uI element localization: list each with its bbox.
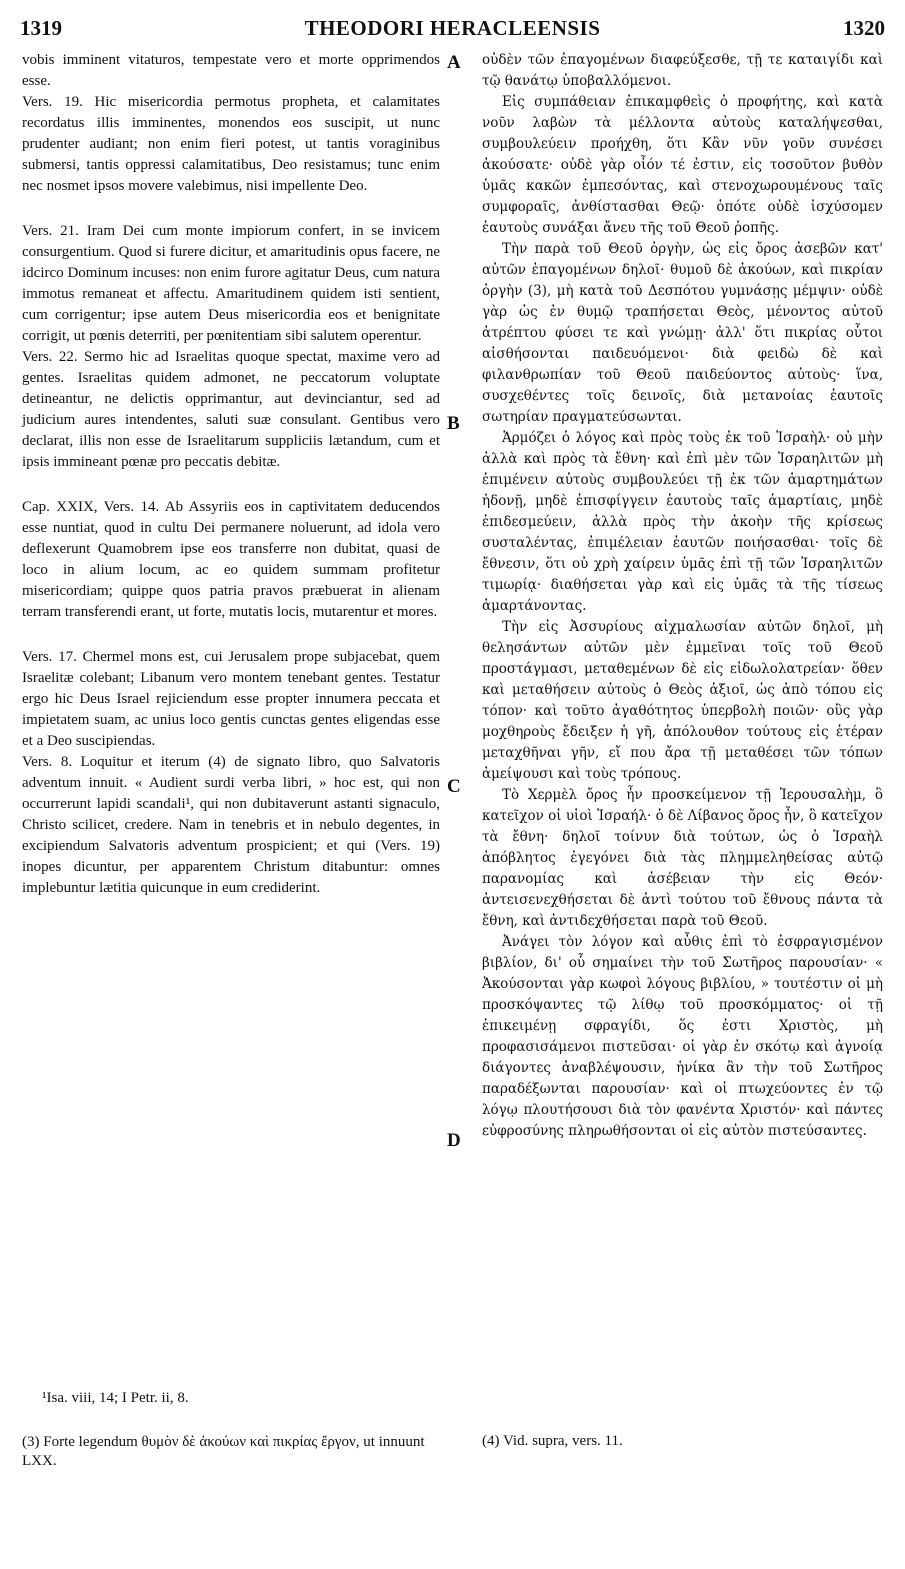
- greek-paragraph: οὐδὲν τῶν ἐπαγομένων διαφεύξεσθε, τῇ τε καταιγίδι καὶ τῷ θανάτῳ ὑποβαλλόμενοι.: [482, 52, 883, 89]
- latin-paragraph: vobis imminent vitaturos, tempestate vero et morte opprimendos esse.: [22, 52, 440, 89]
- greek-paragraph: Τὴν παρὰ τοῦ Θεοῦ ὀργὴν, ὡς εἰς ὄρος ἀσεβῶν κατ' αὐτῶν ἐπαγομένων δηλοῖ· θυμοῦ δὲ ἀκούων, καὶ πικρίαν ὀργὴν (3), μὴ κατὰ τοῦ Δεσπότου γυμνάσῃς μέμψιν· οὐδὲ γὰρ ὡς ἐν θυμῷ τραπήσεται Θεὸς, μένοντος αὐτοῦ ἀτρέπτου φύσει τε καὶ γνώμῃ· ἀλλ' ὅτι πικρίας οὗτοι αἰσθήσονται παιδευόμενοι· διὰ φειδὼ δὲ καὶ φιλανθρωπίαν τοῦ Θεοῦ παιδεύοντος αὐτοὺς· ἵνα, συσχεθέντες τοῖς δεινοῖς, διὰ μετανοίας ἑαυτοῖς σωτηρίαν πραγματεύσωνται.: [482, 241, 883, 425]
- greek-paragraph: Τὸ Χερμὲλ ὄρος ἦν προσκείμενον τῇ Ἱερουσαλὴμ, ὃ κατεῖχον οἱ υἱοὶ Ἰσραήλ· ὁ δὲ Λίβανος ὄρος ἦν, ὃ κατεῖχον τὰ ἔθνη· δηλοῖ τοίνυν διὰ τούτων, ὡς ὁ Ἰσραὴλ ἀπόβλητος ἐγεγόνει διὰ τὰς πλημμεληθείσας αὐτῷ παρανομίας καὶ ἀσέβειαν τὴν εἰς Θεόν· ἀντεισενεχθήσεται δὲ ἀντὶ τούτου τοῦ ἔθνους πάντα τὰ ἔθνη, καὶ ἀντιδεχθήσεται παρὰ τοῦ Θεοῦ.: [482, 787, 883, 929]
- margin-letter-a: A: [447, 52, 461, 73]
- greek-paragraph: Ἀνάγει τὸν λόγον καὶ αὖθις ἐπὶ τὸ ἐσφραγισμένον βιβλίον, δι' οὗ σημαίνει τὴν τοῦ Σωτῆρος παρουσίαν· « Ἀκούσονται γὰρ κωφοὶ λόγους βιβλίου, » τουτέστιν οἱ μὴ προσκόψαντες τῷ λίθῳ τοῦ προσκόμματος· οἱ τῇ ἐπικειμένῃ σφραγίδι, ὅς ἐστι Χριστὸς, μὴ προφασισάμενοι πιστεῦσαι· οἱ γὰρ ἐν σκότῳ καὶ ἀγνοίᾳ διάγοντες ἀναβλέψουσιν, ἡνίκα ἂν τὴν τοῦ Σωτῆρος παραδέξωνται παρουσίαν· καὶ οἱ πτωχεύοντες ἐν τῷ λόγῳ πλουτήσουσι διὰ τὸν φανέντα Χριστόν· καὶ πάντες εὐφροσύνης πληρωθήσονται οἱ εἰς αὐτὸν πιστεύσαντες.: [482, 934, 883, 1139]
- greek-paragraph: Εἰς συμπάθειαν ἐπικαμφθεὶς ὁ προφήτης, καὶ κατὰ νοῦν λαβὼν τὰ μέλλοντα αὐτοὺς καταλήψεσθαι, συμβουλεύειν προήχθη, ὅτι Κἂν νῦν γοῦν συνέσει ἀκούσατε· οὐδὲ γὰρ οἷόν τέ ἐστιν, εἰς τοσοῦτον βυθὸν ὑμᾶς κακῶν ἐμπεσόντας, καὶ στενοχωρουμένους ταῖς συμφοραῖς, ἀνθίστασθαι Θεῷ· ὁπότε οὐδὲ ἰσχύσομεν ἑαυτοὺς συνάξαι ἄνευ τῆς τοῦ Θεοῦ ῥοπῆς.: [482, 94, 883, 236]
- greek-paragraph: Ἁρμόζει ὁ λόγος καὶ πρὸς τοὺς ἐκ τοῦ Ἰσραὴλ· οὐ μὴν ἀλλὰ καὶ πρὸς τὰ ἔθνη· καὶ ἐπὶ μὲν τῶν Ἰσραηλιτῶν μὴ ἐπιμένειν αὐτοὺς συμβουλεύει τῇ ἐκ τῶν ἁμαρτημάτων ἡδονῇ, μηδὲ ἐπισφίγγειν ἑαυτοὺς ταῖς ἁμαρτίαις, μηδὲ ἐπιδεσμεύειν, ἀλλὰ πρὸς τὴν ἀκοὴν τῆς κρίσεως συσταλέντας, ἐπιμέλειαν ἑαυτῶν ποιήσασθαι· τοῖς δὲ ἔθνεσιν, ὅτι οὐ χρὴ χαίρειν ὑμᾶς ἐπὶ τῇ τῶν Ἰσραηλιτῶν τιμωρίᾳ· διαθήσεται γὰρ καὶ εἰς ὑμᾶς τὰ τῆς τίσεως ἁμαρτάνοντας.: [482, 430, 883, 614]
- greek-column: [482, 50, 883, 1142]
- latin-paragraph: Cap. XXIX, Vers. 14. Ab Assyriis eos in captivitatem deducendos esse nuntiat, quod in cultu Dei permanere noluerunt, ad idola vero deflexerunt Quamobrem ipse eos transferre non dubitat, quasi de loco in alium locum, ac eo quidem summam profitetur misericordiam; quippe quos patria pravos præbuerat in alienam terram transferendi erant, ut forte, mutatis locis, mutarentur et mores.: [22, 499, 440, 620]
- margin-letter-b: B: [447, 413, 460, 434]
- scripture-reference-footnote: ¹Isa. viii, 14; I Petr. ii, 8.: [42, 1390, 189, 1406]
- page-number-right: 1320: [843, 16, 885, 40]
- latin-paragraph: Vers. 21. Iram Dei cum monte impiorum confert, in se invicem consurgentium. Quod si furere dicitur, et amaritudinis opus facere, ne idcirco Dominum incuses: non enim furore agitatur Deus, cum natura immotus remaneat et affectu. Amaritudinem quidem isti sentient, cum corrigentur; ipse autem Deus misericordia eos et benignitate corrigit, ut pœnis deterriti, per pœnitentiam sibi salutem operentur.: [22, 223, 440, 344]
- latin-column: [22, 50, 440, 899]
- margin-letter-d: D: [447, 1130, 461, 1151]
- margin-letter-c: C: [447, 776, 461, 797]
- running-title: THEODORI HERACLEENSIS: [304, 16, 601, 40]
- footnote-3: (3) Forte legendum θυμὸν δὲ ἀκούων καὶ πικρίας ἔργον, ut innuunt LXX.: [22, 1434, 425, 1469]
- latin-paragraph: Vers. 8. Loquitur et iterum (4) de signato libro, quo Salvatoris adventum innuit. « Audient surdi verba libri, » hoc est, qui non occurrerunt lapidi scandali¹, qui non dubitaverunt astanti signaculo, Christo scilicet, credere. Nam in tenebris et in nebulo degentes, in excipiendum Salvatoris adventum prospicient; et qui (Vers. 19) inopes dicuntur, per apparentem Christum ditabuntur: omnes implebuntur lætitia quicunque in eum crediderint.: [22, 754, 440, 896]
- latin-paragraph: Vers. 22. Sermo hic ad Israelitas quoque spectat, maxime vero ad gentes. Israelitas quidem admonet, ne peccatorum voluptate detineantur, ne delictis opprimantur, aut devinciantur, sed ad judicium aures intendentes, saluti suæ consulant. Gentibus vero declarat, illis non esse de Israelitarum suppliciis lætandum, cum et ipsis immineant pœnæ pro peccatis debitæ.: [22, 349, 440, 470]
- latin-paragraph: Vers. 19. Hic misericordia permotus propheta, et calamitates recordatus illis imminentes, monendos eos suscipit, ut nunc prudenter audiant; non enim fieri potest, ut tantis voraginibus submersi, tantis oppressi calamitatibus, Deo resistamus; tunc enim nec nosmet ipsos movere valebimus, nisi impellente Deo.: [22, 94, 440, 194]
- footnote-4: (4) Vid. supra, vers. 11.: [482, 1433, 623, 1449]
- latin-paragraph: Vers. 17. Chermel mons est, cui Jerusalem prope subjacebat, quem Israelitæ colebant; Libanum vero montem tenebant gentes. Testatur ergo hic Deus Israel rejiciendum esse propter innumera peccata et impietatem suam, ac unius loco gentis cunctas gentes eligendas esse et a Deo suscipiendas.: [22, 649, 440, 749]
- page-header: [20, 10, 885, 38]
- page-number-left: 1319: [20, 16, 62, 40]
- greek-paragraph: Τὴν εἰς Ἀσσυρίους αἰχμαλωσίαν αὐτῶν δηλοῖ, μὴ θελησάντων αὐτῶν μὲν ἐμμεῖναι τοῖς τοῦ Θεοῦ προστάγμασι, μεταθεμένων δὲ εἰς εἰδωλολατρείαν· ὅθεν καὶ μεταθήσειν αὐτοὺς ὁ Θεὸς ἀξιοῖ, ὡς ἀπὸ τόπου εἰς τόπον· καὶ τοῦτο ἀγαθότητος ὑπερβολὴ ποιῶν· οὓς γὰρ μοχθηροὺς ἔδειξεν ἡ γῆ, ἀπόλουθον τούτους εἰς ἑτέραν μεταχθῆναι γῆν, εἴ που ἄρα τῇ μεταθέσει τῶν τόπων ἀμείψουσι καὶ τοὺς τρόπους.: [482, 619, 883, 782]
